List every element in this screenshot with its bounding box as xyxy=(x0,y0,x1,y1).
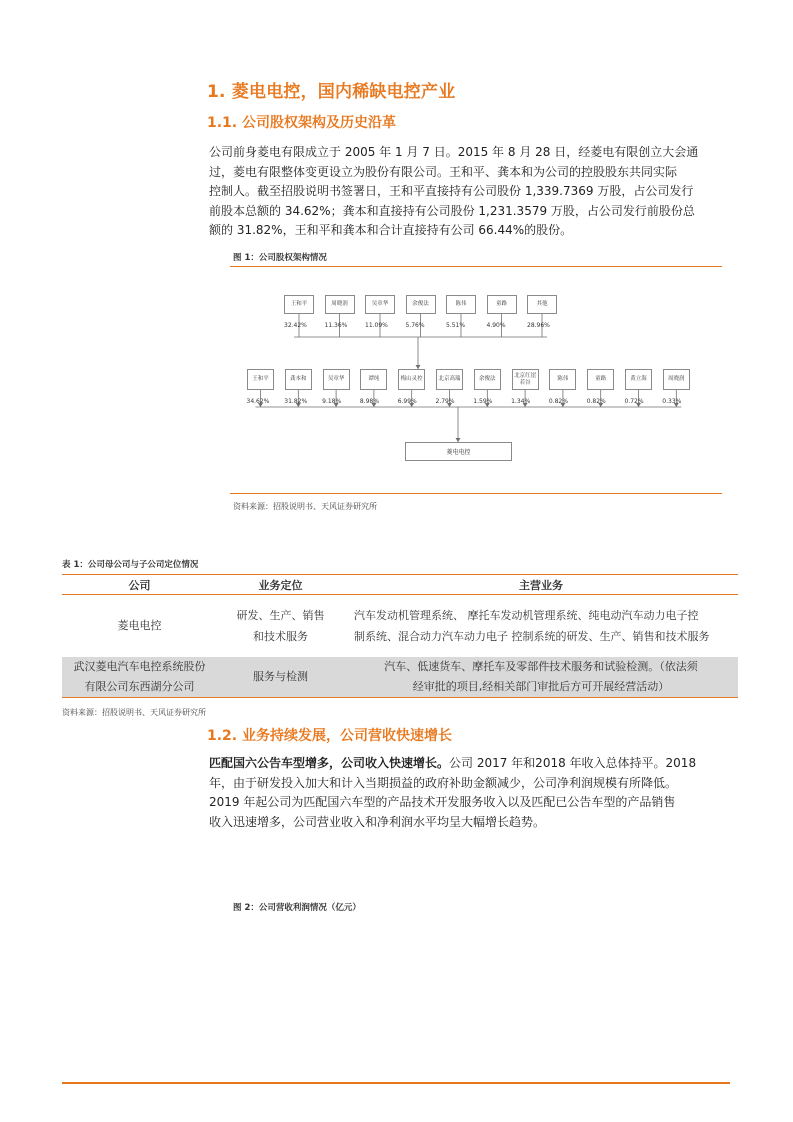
table-cell-company: 武汉菱电汽车电控系统股份 有限公司东西湖分公司 xyxy=(62,657,217,698)
table-header-row xyxy=(62,575,738,595)
table-header-position: 业务定位 xyxy=(217,575,344,595)
target-company-box: 菱电电控 xyxy=(405,442,512,461)
bottom-shareholder-box: 谭纯 xyxy=(360,369,387,390)
section-1-title: 1. 菱电电控，国内稀缺电控产业 xyxy=(207,82,456,102)
footer-rule xyxy=(62,1082,730,1084)
top-shareholder-box: 陈伟 xyxy=(446,295,476,314)
top-shareholder-box: 童路 xyxy=(487,295,517,314)
table-1-title: 表 1：公司母公司与子公司定位情况 xyxy=(62,560,199,570)
section-1-1-title: 1.1. 公司股权架构及历史沿革 xyxy=(207,115,396,131)
section-1-1-paragraph: 公司前身菱电有限成立于 2005 年 1 月 7 日。2015 年 8 月 28 日，经菱电有限创立大会通 过，菱电有限整体变更设立为股份有限公司。王和平、龚本和为公司的控股股东共同实际 控制人。截至招股说明书签署日，王和平直接持有公司股份 1,339.7369 万股，占公司发行 前股本总额的 34.62%；龚本和直接持有公司股份 1,231.3579 万股，占公司发行前股份总 额的 31.82%，王和平和龚本和合计直接持有公司 66.44%的股份。 xyxy=(209,145,699,237)
top-ownership-percent: 11.36% xyxy=(324,322,348,329)
top-shareholder-box: 周晓润 xyxy=(325,295,355,314)
bottom-ownership-percent: 9.18% xyxy=(322,398,342,405)
figure-2-title: 图 2：公司营收利润情况（亿元） xyxy=(233,903,361,913)
bottom-ownership-percent: 1.59% xyxy=(473,398,493,405)
bottom-shareholder-box: 陈伟 xyxy=(549,369,576,390)
table-row xyxy=(62,657,738,698)
bottom-ownership-percent: 0.82% xyxy=(586,398,606,405)
top-ownership-percent: 5.76% xyxy=(405,322,425,329)
bottom-shareholder-box: 余俊法 xyxy=(474,369,501,390)
top-shareholder-box: 吴章华 xyxy=(365,295,395,314)
top-ownership-percent: 5.51% xyxy=(446,322,466,329)
bottom-shareholder-box: 吴章华 xyxy=(323,369,350,390)
table-row xyxy=(62,595,738,657)
bottom-ownership-percent: 1.34% xyxy=(511,398,531,405)
table-cell-position: 研发、生产、销售 和技术服务 xyxy=(236,608,325,643)
top-ownership-percent: 32.42% xyxy=(284,322,307,329)
bottom-shareholder-box: 北京高瑞 xyxy=(436,369,463,390)
bottom-ownership-percent: 34.62% xyxy=(246,398,270,405)
figure-1-source: 资料来源：招股说明书、天风证券研究所 xyxy=(233,502,377,511)
bottom-ownership-percent: 0.33% xyxy=(662,398,682,405)
bottom-shareholder-box: 黄立海 xyxy=(625,369,652,390)
top-shareholder-box: 其他 xyxy=(527,295,557,314)
bottom-ownership-percent: 2.79% xyxy=(435,398,455,405)
top-ownership-percent: 28.96% xyxy=(527,322,550,329)
table-cell-business: 汽车、低速货车、摩托车及零部件技术服务和试验检测。（依法须 经审批的项目,经相关部门审批后方可开展经营活动） xyxy=(344,657,738,698)
bottom-shareholder-box: 北京红崖若谷 xyxy=(512,369,539,390)
bottom-shareholder-box: 王和平 xyxy=(247,369,274,390)
top-ownership-percent: 11.09% xyxy=(365,322,388,329)
section-1-2-title: 1.2. 业务持续发展，公司营收快速增长 xyxy=(207,728,452,744)
subsidiary-table xyxy=(62,574,738,698)
bottom-ownership-percent: 6.99% xyxy=(397,398,417,405)
bottom-ownership-percent: 8.98% xyxy=(359,398,379,405)
bottom-ownership-percent: 0.82% xyxy=(548,398,568,405)
table-cell-position: 服务与检测 xyxy=(217,657,344,698)
top-shareholder-box: 余俊法 xyxy=(406,295,436,314)
ownership-chart xyxy=(230,272,722,490)
top-ownership-percent: 4.90% xyxy=(486,322,506,329)
bottom-ownership-percent: 31.82% xyxy=(284,398,308,405)
table-header-company: 公司 xyxy=(62,575,217,595)
bottom-ownership-percent: 0.72% xyxy=(624,398,644,405)
table-cell-business: 汽车发动机管理系统、 摩托车发动机管理系统、纯电动汽车动力电子控 制系统、混合动力汽车动力电子 控制系统的研发、生产、销售和技术服务 xyxy=(354,608,710,643)
figure-1-title: 图 1：公司股权架构情况 xyxy=(233,253,327,263)
table-header-business: 主营业务 xyxy=(344,575,738,595)
bottom-shareholder-box: 梅山灵控 xyxy=(398,369,425,390)
bottom-shareholder-box: 周晓润 xyxy=(663,369,690,390)
section-1-2-paragraph: 匹配国六公告车型增多，公司收入快速增长。公司 2017 年和2018 年收入总体持平。2018 年，由于研发投入加大和计入当期损益的政府补助金额减少，公司净利润规模有所降低。 2019 年起公司为匹配国六车型的产品技术开发服务收入以及匹配已公告车型的产品销售 收入迅速增多，公司营业收入和净利润水平均呈大幅增长趋势。 xyxy=(209,756,697,829)
section-1-2-lead: 匹配国六公告车型增多，公司收入快速增长。 xyxy=(209,756,450,770)
bottom-shareholder-box: 童路 xyxy=(587,369,614,390)
figure-1-top-rule xyxy=(230,266,722,267)
figure-1-bottom-rule xyxy=(230,493,722,494)
table-1-source: 资料来源：招股说明书、天风证券研究所 xyxy=(62,708,206,717)
bottom-shareholder-box: 龚本和 xyxy=(285,369,312,390)
top-shareholder-box: 王和平 xyxy=(284,295,314,314)
table-cell-company: 菱电电控 xyxy=(117,619,162,633)
